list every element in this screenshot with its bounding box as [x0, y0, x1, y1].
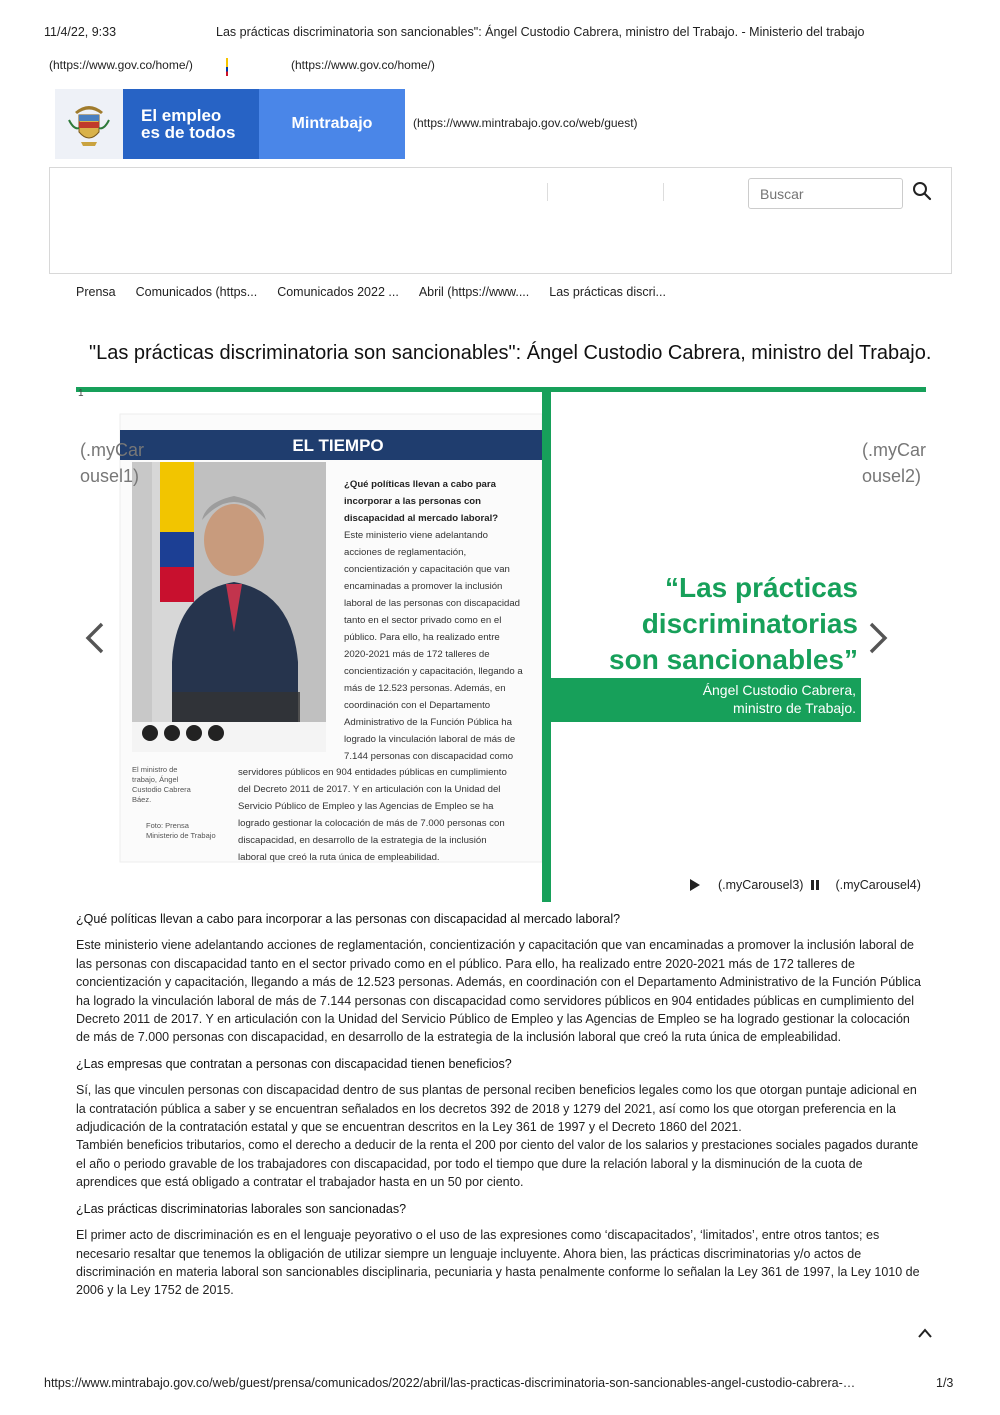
slogan-line-1: El empleo [141, 106, 222, 125]
carousel-link-1[interactable] [80, 437, 144, 489]
carousel-link-1-line-2: ousel1) [80, 466, 140, 486]
slide-answer-wide-line: discapacidad, en desarrollo de la estrategia de la inclusión [238, 835, 487, 846]
slide-answer-line: concientización y capacitación, llegando a [344, 666, 523, 677]
slogan [123, 89, 259, 159]
section-paragraph: Sí, las que vinculen personas con discapacidad dentro de sus plantas de personal reciben beneficios legales como los que otorgan puntaje adicional en la contratación pública a saber y se encuentran señalados en los decretos 392 de 2018 y 1279 del 2021, así como los que otorgan preferencia en la adjudicación de la contratación estatal y que se encuentran descritos en la Ley 361 de 1997 y el Decreto 1860 del 2021. [76, 1083, 917, 1135]
main-navigation [49, 167, 952, 274]
nav-divider [547, 183, 548, 201]
slide-green-divider [542, 392, 551, 902]
slide-answer-wide-line: Servicio Público de Empleo y las Agencias de Empleo se ha [238, 801, 494, 812]
slide-answer-line: coordinación con el Departamento [344, 700, 491, 711]
slide-answer-line: concientización y capacitación que van [344, 564, 510, 575]
section-paragraph: Este ministerio viene adelantando acciones de reglamentación, concientización y capacitación que van encaminadas a promover la inclusión laboral de las personas con discapacidad tanto en el sector privado como en el público. Para ello, ha realizado entre 2020-2021 más de 172 talleres de concientización y capacitación, llegando a más de 12.523 personas. Además, en coordinación con el Departamento Administrativo de la Función Pública ha logrado la vinculación laboral de más de 7.144 personas con discapacidad como servidores públicos en 904 entidades públicas en cumplimiento del Decreto 2011 de 2017. Y en articulación con la Unidad del Servicio Público de Empleo y las Agencias de Empleo se ha logrado gestionar la colocación de más de 7.000 personas con discapacidad, en desarrollo de la estrategia de la inclusión laboral que creó la ruta única de empleabilidad. [76, 938, 921, 1045]
print-page-number: 1/3 [936, 1376, 954, 1390]
slide-caption-line: Custodio Cabrera [132, 785, 191, 794]
carousel-link-3[interactable]: (.myCarousel3) [718, 878, 804, 892]
slide-question-line: discapacidad al mercado laboral? [344, 513, 499, 524]
slide-answer-line: Este ministerio viene adelantando [344, 530, 488, 541]
slide-caption-line: El ministro de [132, 765, 178, 774]
section-heading: ¿Las empresas que contratan a personas con discapacidad tienen beneficios? [76, 1056, 512, 1071]
breadcrumb-item[interactable]: Comunicados (https... [135, 285, 258, 299]
search-input[interactable] [748, 178, 903, 209]
slide-answer-line: logrado la vinculación laboral de más de [344, 734, 516, 745]
slide-caption-line: Báez. [132, 795, 152, 804]
section-paragraph: También beneficios tributarios, como el derecho a deducir de la renta el 200 por ciento del valor de los salarios y prestaciones sociales pagados durante el año o periodo gravable de los trabajadores con discapacidad, por todo el tiempo que dure la relación laboral y la disminución de la cuota de aprendices que está obligado a contratar el trabajador hasta en un 50 por ciento. [76, 1138, 919, 1190]
slide-credit-line: Ministerio de Trabajo [146, 831, 216, 840]
mintrabajo-guest-link[interactable]: (https://www.mintrabajo.gov.co/web/guest) [413, 116, 638, 130]
newspaper-name: EL TIEMPO [292, 436, 384, 455]
page-title: "Las prácticas discriminatoria son sancionables": Ángel Custodio Cabrera, ministro del Trabajo. [89, 342, 932, 364]
breadcrumb-item[interactable]: Abril (https://www.... [418, 285, 530, 299]
play-icon[interactable] [690, 879, 700, 891]
mintrabajo-banner[interactable] [55, 89, 405, 159]
slide-answer-wide-line: logrado gestionar la colocación de más de 7.000 personas con [238, 818, 505, 829]
chevron-up-icon[interactable] [916, 1326, 934, 1340]
section-paragraph: El primer acto de discriminación es en el lenguaje peyorativo o el uso de las expresiones como ‘discapacitados’, ‘limitados’, entre otros tantos; es necesario resaltar que tenemos la obligación de utilizar siempre un lenguaje incluyente. Ahora bien, las prácticas discriminatorias y/o actos de discriminación en materia laboral son sancionables disciplinaria, pecuniaria y hasta penalmente conforme lo señalan la Ley 361 de 1997, la Ley 1010 de 2006 y la Ley 1752 de 2015. [76, 1228, 920, 1298]
colombia-flag-icon [226, 58, 228, 76]
brand-name: Mintrabajo [259, 89, 405, 159]
slide-attribution-line: ministro de Trabajo. [733, 700, 856, 716]
pause-icon[interactable] [811, 880, 819, 890]
nav-divider [663, 183, 664, 201]
print-datetime: 11/4/22, 9:33 [44, 25, 117, 39]
slide-question [344, 479, 498, 524]
slide-answer-wide-line: servidores públicos en 904 entidades públicas en cumplimiento [238, 767, 507, 778]
slide-answer-line: 2020-2021 más de 172 talleres de [344, 649, 490, 660]
breadcrumb-item[interactable]: Comunicados 2022 ... [277, 285, 399, 299]
print-page-title: Las prácticas discriminatoria son sancionables": Ángel Custodio Cabrera, ministro del Trabajo. - Ministerio del trabajo [216, 25, 865, 39]
slide-caption-line: trabajo, Ángel [132, 775, 179, 784]
print-footer-url: https://www.mintrabajo.gov.co/web/guest/prensa/comunicados/2022/abril/las-practicas-discriminatoria-son-sancionables-angel-custodio-cabrera-… [44, 1376, 856, 1390]
search-icon[interactable] [911, 180, 933, 202]
gov-home-link[interactable]: (https://www.gov.co/home/) [49, 58, 193, 72]
chevron-left-icon[interactable] [82, 620, 106, 656]
chevron-right-icon[interactable] [867, 620, 891, 656]
slide-answer-line: público. Para ello, ha realizado entre [344, 632, 500, 643]
breadcrumb-item-current[interactable]: Las prácticas discri... [549, 285, 666, 299]
section-heading: ¿Qué políticas llevan a cabo para incorporar a las personas con discapacidad al mercado laboral? [76, 912, 621, 926]
slide-quote-line: discriminatorias [641, 608, 858, 639]
carousel-link-2-line-1: (.myCar [862, 440, 926, 460]
carousel-link-4[interactable]: (.myCarousel4) [835, 878, 921, 892]
slide-answer-line: encaminadas a promover la inclusión [344, 581, 503, 592]
slide-quote-line: son sancionables” [609, 644, 858, 675]
slide-answer-line: tanto en el sector privado como en el [344, 615, 502, 626]
article-body [76, 910, 924, 1308]
slide-answer-line: Administrativo de la Función Pública ha [344, 717, 512, 728]
slide-answer-line: laboral de las personas con discapacidad [344, 598, 520, 609]
slide-answer-line: más de 12.523 personas. Además, en [344, 683, 506, 694]
carousel-index: 1 [78, 388, 84, 399]
slide-credit-line: Foto: Prensa [146, 821, 189, 830]
slide-answer-line: acciones de reglamentación, [344, 547, 467, 558]
slide-question-line: incorporar a las personas con [344, 496, 482, 507]
breadcrumb [76, 285, 686, 299]
carousel-link-2-line-2: ousel2) [862, 466, 922, 486]
slide-quote-line: “Las prácticas [665, 572, 858, 603]
coat-of-arms-icon [55, 89, 123, 159]
slide-attribution-line: Ángel Custodio Cabrera, [702, 682, 856, 698]
slide-answer-line: 7.144 personas con discapacidad como [344, 751, 514, 762]
slide-quote [609, 572, 858, 675]
slide-answer-wide-line: del Decreto 2011 de 2017. Y en articulación con la Unidad del [238, 784, 501, 795]
section-heading: ¿Las prácticas discriminatorias laborales son sancionadas? [76, 1201, 407, 1216]
breadcrumb-item[interactable]: Prensa [76, 285, 116, 299]
slide-question-line: ¿Qué políticas llevan a cabo para [344, 479, 496, 490]
carousel-link-1-line-1: (.myCar [80, 440, 144, 460]
carousel-slide-image [76, 392, 926, 902]
carousel-controls [690, 878, 921, 892]
slide-answer-wide-line: laboral que creó la ruta única de empleabilidad. [238, 852, 440, 863]
gov-home-link-2[interactable]: (https://www.gov.co/home/) [291, 58, 435, 72]
carousel-link-2[interactable] [862, 437, 926, 489]
slogan-line-2: es de todos [141, 123, 236, 142]
